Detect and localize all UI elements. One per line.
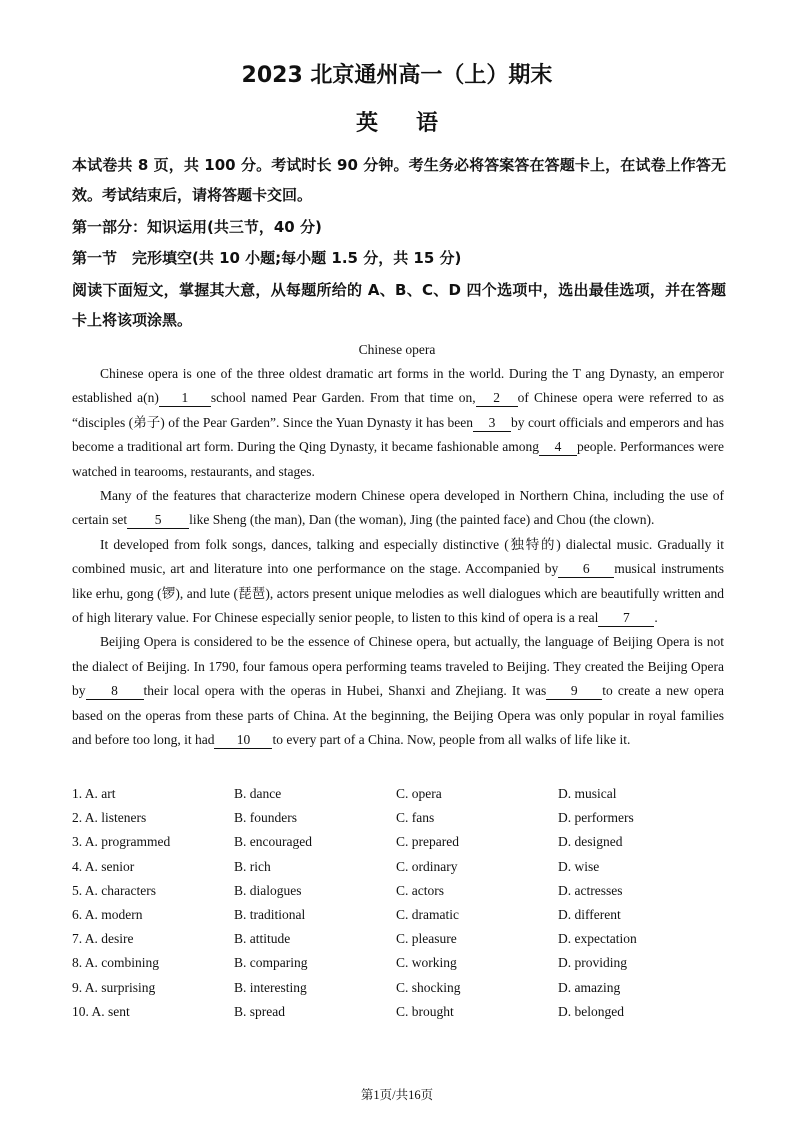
- blank-5: 5: [127, 512, 189, 529]
- passage-paragraph: [72, 362, 724, 484]
- option-a: 1. A. art: [72, 786, 116, 801]
- passage-text: Many of the features that characterize modern Chinese opera developed in Northern China, including the use of certain set: [72, 488, 724, 528]
- question-options-row: [72, 830, 724, 854]
- passage-text: by court officials and emperors and has become a traditional art form. During the Qing Dynasty, it became fashionable among: [72, 414, 724, 455]
- blank-9: 9: [546, 683, 602, 700]
- option-a: 2. A. listeners: [72, 810, 147, 826]
- section-one-heading: [72, 243, 726, 273]
- option-a: 8. A. combining: [72, 955, 159, 971]
- option-d: D. belonged: [558, 1003, 624, 1019]
- section-one-description: 完形填空(共 10 小题;每小题 1.5 分，共 15 分): [132, 249, 462, 267]
- option-b: B. spread: [234, 1003, 285, 1019]
- passage-text: It developed from folk songs, dances, talking and especially distinctive (独特的) dialectal music. Gradually it combined music, art and literature into one performance on the stage. Accompanied by: [72, 536, 724, 577]
- passage-text: of Chinese opera were referred to as “disciples (弟子) of the Pear Garden”. Since the Yuan Dynasty it has been: [72, 390, 724, 430]
- passage-paragraph: [72, 484, 724, 533]
- section-one-label: 第一节: [72, 249, 118, 267]
- passage-title: Chinese opera: [358, 342, 436, 357]
- blank-2: 2: [476, 390, 518, 407]
- option-c: C. dramatic: [396, 906, 459, 922]
- option-b: B. rich: [234, 858, 271, 874]
- passage-text: school named Pear Garden. From that time on,: [210, 390, 476, 406]
- passage-text: Beijing Opera is considered to be the essence of Chinese opera, but actually, the language of Beijing Opera is not the dialect of Beijing. In 1790, four famous opera performing teams traveled to Beijing. They created the Beijing Opera by: [72, 634, 724, 699]
- passage-text: people. Performances were watched in tearooms, restaurants, and stages.: [72, 439, 724, 479]
- option-d: D. different: [558, 906, 621, 922]
- option-d: D. designed: [558, 834, 623, 850]
- question-options-row: [72, 855, 724, 879]
- option-a: 10. A. sent: [72, 1003, 130, 1019]
- subject-title: 英语: [355, 111, 476, 136]
- option-a: 7. A. desire: [72, 931, 134, 947]
- passage-text: Chinese opera is one of the three oldest dramatic art forms in the world. During the T ang Dynasty, an emperor established a(n): [72, 366, 724, 406]
- option-d: D. amazing: [558, 979, 621, 995]
- question-options-row: [72, 951, 724, 975]
- option-d: D. expectation: [558, 931, 637, 947]
- option-a: 6. A. modern: [72, 906, 143, 922]
- option-c: C. pleasure: [396, 931, 457, 947]
- blank-10: 10: [214, 732, 272, 749]
- option-c: C. ordinary: [396, 858, 458, 874]
- passage-text: to create a new opera based on the operas from these parts of China. At the beginning, the Beijing Opera was only popular in royal families and before too long, it had: [72, 683, 725, 748]
- question-options-row: [72, 806, 724, 830]
- passage-text: to every part of a China. Now, people from all walks of life like it.: [272, 732, 631, 748]
- option-b: B. dialogues: [234, 882, 302, 898]
- option-d: D. providing: [558, 955, 627, 971]
- question-options-row: [72, 782, 724, 806]
- option-c: C. actors: [396, 882, 444, 898]
- option-c: C. prepared: [396, 834, 459, 850]
- blank-3: 3: [473, 415, 511, 432]
- option-c: C. fans: [396, 810, 435, 826]
- page-title: 2023 北京通州高一（上）期末: [241, 63, 553, 88]
- option-d: D. actresses: [558, 882, 623, 898]
- option-b: B. comparing: [234, 955, 308, 971]
- question-options-row: [72, 879, 724, 903]
- option-d: D. wise: [558, 858, 600, 874]
- option-b: B. traditional: [234, 906, 306, 922]
- option-c: C. opera: [396, 786, 442, 801]
- option-a: 5. A. characters: [72, 882, 156, 898]
- question-options-row: [72, 1000, 724, 1024]
- question-options-row: [72, 927, 724, 951]
- option-b: B. interesting: [234, 979, 307, 995]
- option-b: B. attitude: [234, 931, 291, 947]
- blank-8: 8: [86, 683, 144, 700]
- question-options-row: [72, 903, 724, 927]
- option-b: B. founders: [234, 810, 297, 826]
- option-c: C. working: [396, 955, 457, 971]
- passage-text: .: [654, 610, 658, 626]
- exam-intro: 本试卷共 8 页，共 100 分。考试时长 90 分钟。考生务必将答案答在答题卡上，在试卷上作答无效。考试结束后，请将答题卡交回。: [72, 156, 726, 204]
- option-d: D. musical: [558, 786, 617, 801]
- blank-1: 1: [159, 390, 211, 407]
- option-b: B. dance: [234, 786, 282, 801]
- blank-6: 6: [558, 561, 614, 578]
- option-b: B. encouraged: [234, 834, 312, 850]
- part-one-heading: 第一部分：知识运用(共三节，40 分): [72, 218, 322, 236]
- option-a: 4. A. senior: [72, 858, 135, 874]
- passage-text: their local opera with the operas in Hubei, Shanxi and Zhejiang. It was: [143, 683, 547, 699]
- option-c: C. shocking: [396, 979, 461, 995]
- passage-text: like Sheng (the man), Dan (the woman), Jing (the painted face) and Chou (the clown).: [189, 512, 655, 528]
- option-a: 3. A. programmed: [72, 834, 171, 850]
- passage-text: musical instruments like erhu, gong (锣), and lute (琵琶), actors present unique melodies as well dialogues which are beautifully written and of high literary value. For Chinese especially senior people, to listen to this kind of opera is a real: [72, 561, 724, 626]
- page-number: 第1页/共16页: [360, 1088, 434, 1102]
- option-c: C. brought: [396, 1003, 454, 1019]
- option-a: 9. A. surprising: [72, 979, 156, 995]
- blank-7: 7: [598, 610, 654, 627]
- answer-options: [72, 782, 724, 1024]
- passage-paragraph: [72, 533, 724, 631]
- passage-paragraph: [72, 630, 724, 752]
- blank-4: 4: [539, 439, 577, 456]
- option-d: D. performers: [558, 810, 634, 826]
- cloze-passage: [72, 362, 724, 753]
- cloze-directions: 阅读下面短文，掌握其大意，从每题所给的 A、B、C、D 四个选项中，选出最佳选项，并在答题卡上将该项涂黑。: [72, 281, 726, 329]
- question-options-row: [72, 976, 724, 1000]
